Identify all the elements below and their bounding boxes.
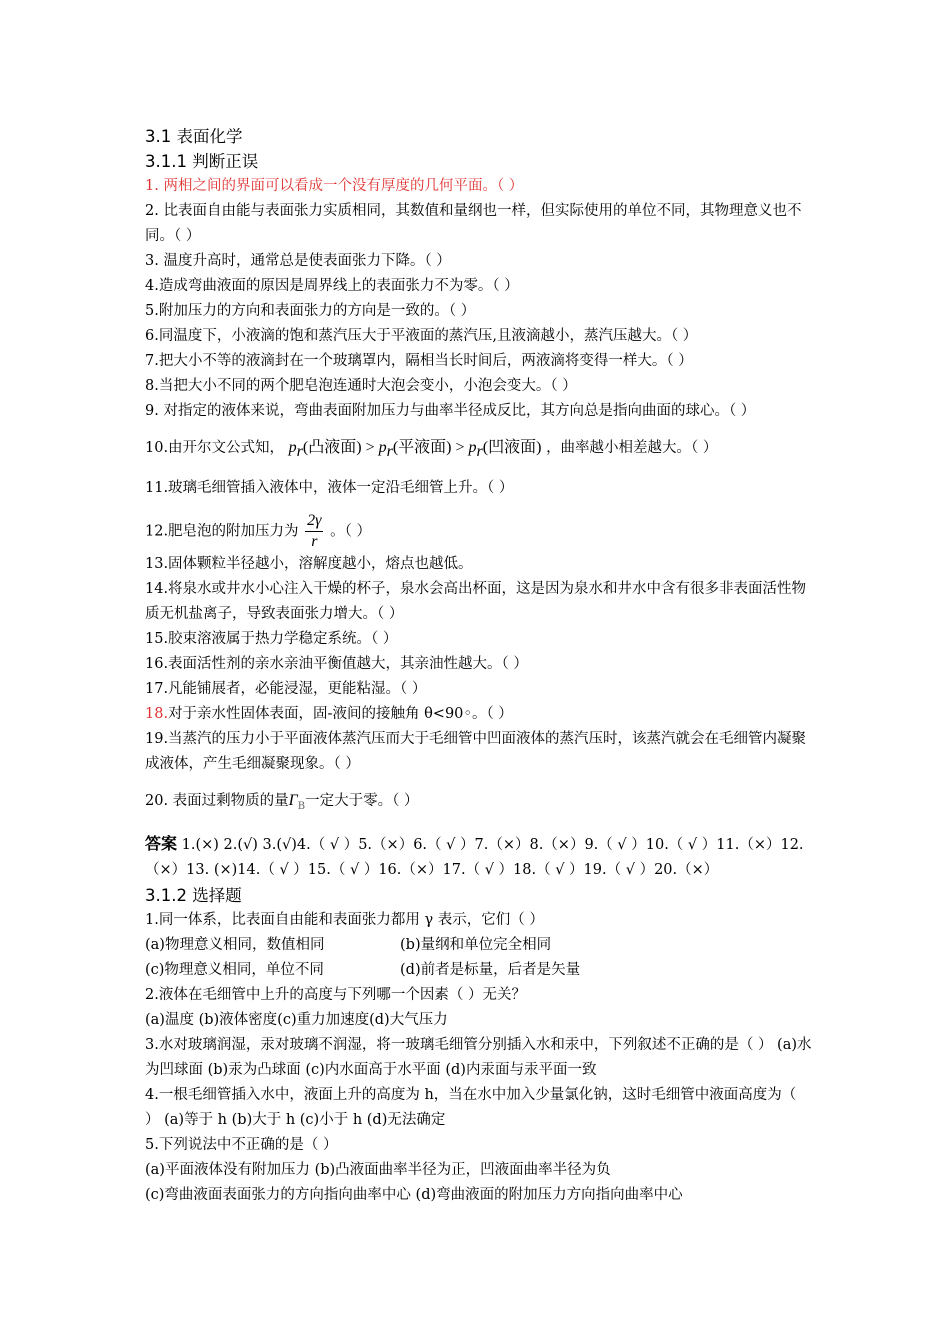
fraction-numerator: 2γ — [305, 511, 323, 532]
judge-item-20-suffix: 一定大于零。（ ） — [305, 792, 419, 809]
section-title: 3.1 表面化学 — [145, 127, 243, 146]
judge-item-1-number: 1. — [145, 178, 159, 194]
answer-block — [145, 831, 813, 883]
kelvin-p-symbol: p — [288, 439, 297, 456]
choice-item-5-options-cd: (c)弯曲液面表面张力的方向指向曲率中心 (d)弯曲液面的附加压力方向指向曲率中心 — [145, 1186, 683, 1203]
judge-item-15: 15.胶束溶液属于热力学稳定系统。（ ） — [145, 630, 398, 647]
kelvin-r-subscript: r — [386, 442, 393, 460]
choice-1-option-d: (d)前者是标量，后者是矢量 — [400, 961, 581, 978]
judge-item-20-prefix: 20. 表面过剩物质的量 — [145, 792, 289, 809]
judge-item-18-number: 18. — [145, 705, 169, 722]
judge-item-10-prefix: 10.由开尔文公式知， — [145, 440, 285, 456]
judge-item-1-text: 两相之间的界面可以看成一个没有厚度的几何平面。（ ） — [163, 178, 524, 194]
judge-item-18-text: 对于亲水性固体表面，固-液间的接触角 θ<90◦。（ ） — [168, 705, 513, 722]
judge-item-16: 16.表面活性剂的亲水亲油平衡值越大，其亲油性越大。（ ） — [145, 655, 528, 672]
judge-item-10-suffix: ，曲率越小相差越大。（ ） — [546, 440, 718, 456]
judge-item-14: 14.将泉水或井水小心注入干燥的杯子，泉水会高出杯面，这是因为泉水和井水中含有很多非表面活性物质无机盐离子，导致表面张力增大。（ ） — [145, 580, 807, 622]
choice-item-1-options-cd — [145, 958, 813, 983]
kelvin-concave: (凹液面) — [482, 439, 542, 456]
judge-item-9: 9. 对指定的液体来说，弯曲表面附加压力与曲率半径成反比，其方向总是指向曲面的球心。（ ） — [145, 403, 756, 419]
kelvin-r-subscript: r — [296, 442, 303, 460]
choice-item-1: 1.同一体系，比表面自由能和表面张力都用 γ 表示，它们（ ） — [145, 911, 544, 928]
choice-item-2: 2.液体在毛细管中上升的高度与下列哪一个因素（ ）无关？ — [145, 986, 526, 1003]
gamma-subscript: B — [297, 800, 306, 812]
judge-item-20 — [145, 787, 813, 821]
judge-item-12-prefix: 12.肥皂泡的附加压力为 — [145, 523, 299, 540]
judge-item-2: 2. 比表面自由能与表面张力实质相同，其数值和量纲也一样，但实际使用的单位不同，其物理意义也不同。（ ） — [145, 203, 802, 244]
subsection-judge-title: 3.1.1 判断正误 — [145, 152, 259, 171]
judge-item-8: 8.当把大小不同的两个肥皂泡连通时大泡会变小，小泡会变大。（ ） — [145, 378, 577, 394]
choice-1-option-b: (b)量纲和单位完全相同 — [400, 936, 552, 953]
judge-item-13: 13.固体颗粒半径越小，溶解度越小，熔点也越低。 — [145, 555, 473, 572]
choice-item-5-options-ab: (a)平面液体没有附加压力 (b)凸液面曲率半径为正，凹液面曲率半径为负 — [145, 1161, 611, 1178]
gamma-symbol: Γ — [288, 791, 298, 809]
kelvin-convex: (凸液面) — [302, 439, 362, 456]
judge-item-1 — [145, 174, 813, 199]
choice-1-option-c: (c)物理意义相同，单位不同 — [145, 961, 324, 978]
judge-item-12 — [145, 511, 813, 552]
judge-item-19: 19.当蒸汽的压力小于平面液体蒸汽压而大于毛细管中凹面液体的蒸汽压时，该蒸汽就会在毛细管内凝聚成液体，产生毛细凝聚现象。（ ） — [145, 730, 807, 772]
kelvin-p-symbol: p — [468, 439, 477, 456]
fraction-denominator: r — [311, 532, 318, 550]
kelvin-gt-1: > — [361, 439, 379, 456]
choice-1-option-a: (a)物理意义相同，数值相同 — [145, 936, 325, 953]
judge-item-12-suffix: 。（ ） — [330, 523, 371, 540]
judge-item-5: 5.附加压力的方向和表面张力的方向是一致的。（ ） — [145, 303, 476, 319]
judge-item-3: 3. 温度升高时，通常总是使表面张力下降。（ ） — [145, 253, 451, 269]
answer-label: 答案 — [145, 833, 178, 853]
judge-item-18 — [145, 702, 813, 727]
judge-item-11: 11.玻璃毛细管插入液体中，液体一定沿毛细管上升。（ ） — [145, 479, 514, 496]
kelvin-r-subscript: r — [476, 442, 483, 460]
judge-item-7: 7.把大小不等的液滴封在一个玻璃罩内，隔相当长时间后，两液滴将变得一样大。（ ） — [145, 353, 693, 369]
judge-item-10 — [145, 434, 813, 466]
answer-text: 1.(×) 2.(√) 3.(√)4.（ √ ）5.（×）6.（ √ ）7.（×）8.（×）9.（ √ ）10.（ √ ）11.（×）12.（×）13. (×)14.（ √ ）15.（ √ ）16.（×）17.（ √ ）18.（ √ ）19.（ √ ）20.（×） — [145, 836, 804, 878]
document-body — [145, 124, 813, 1208]
judge-item-17: 17.凡能铺展者，必能浸湿，更能粘湿。（ ） — [145, 680, 427, 697]
choice-item-3: 3.水对玻璃润湿，汞对玻璃不润湿，将一玻璃毛细管分别插入水和汞中，下列叙述不正确的是（ ） (a)水为凹球面 (b)汞为凸球面 (c)内水面高于水平面 (d)内汞面与汞平面一致 — [145, 1036, 812, 1078]
choice-item-1-options-ab — [145, 933, 813, 958]
choice-item-2-options: (a)温度 (b)液体密度(c)重力加速度(d)大气压力 — [145, 1011, 448, 1028]
kelvin-gt-2: > — [451, 439, 469, 456]
pressure-fraction — [305, 511, 323, 552]
kelvin-p-symbol: p — [378, 439, 387, 456]
choice-item-5: 5.下列说法中不正确的是（ ） — [145, 1136, 338, 1153]
judge-item-6: 6.同温度下，小液滴的饱和蒸汽压大于平液面的蒸汽压,且液滴越小，蒸汽压越大。（ ） — [145, 328, 698, 344]
judge-item-4: 4.造成弯曲液面的原因是周界线上的表面张力不为零。（ ） — [145, 278, 519, 294]
subsection-choice-title: 3.1.2 选择题 — [145, 885, 242, 905]
kelvin-flat: (平液面) — [392, 439, 452, 456]
choice-item-4: 4.一根毛细管插入水中，液面上升的高度为 h，当在水中加入少量氯化钠，这时毛细管中液面高度为（ ） (a)等于 h (b)大于 h (c)小于 h (d)无法确定 — [145, 1086, 797, 1128]
